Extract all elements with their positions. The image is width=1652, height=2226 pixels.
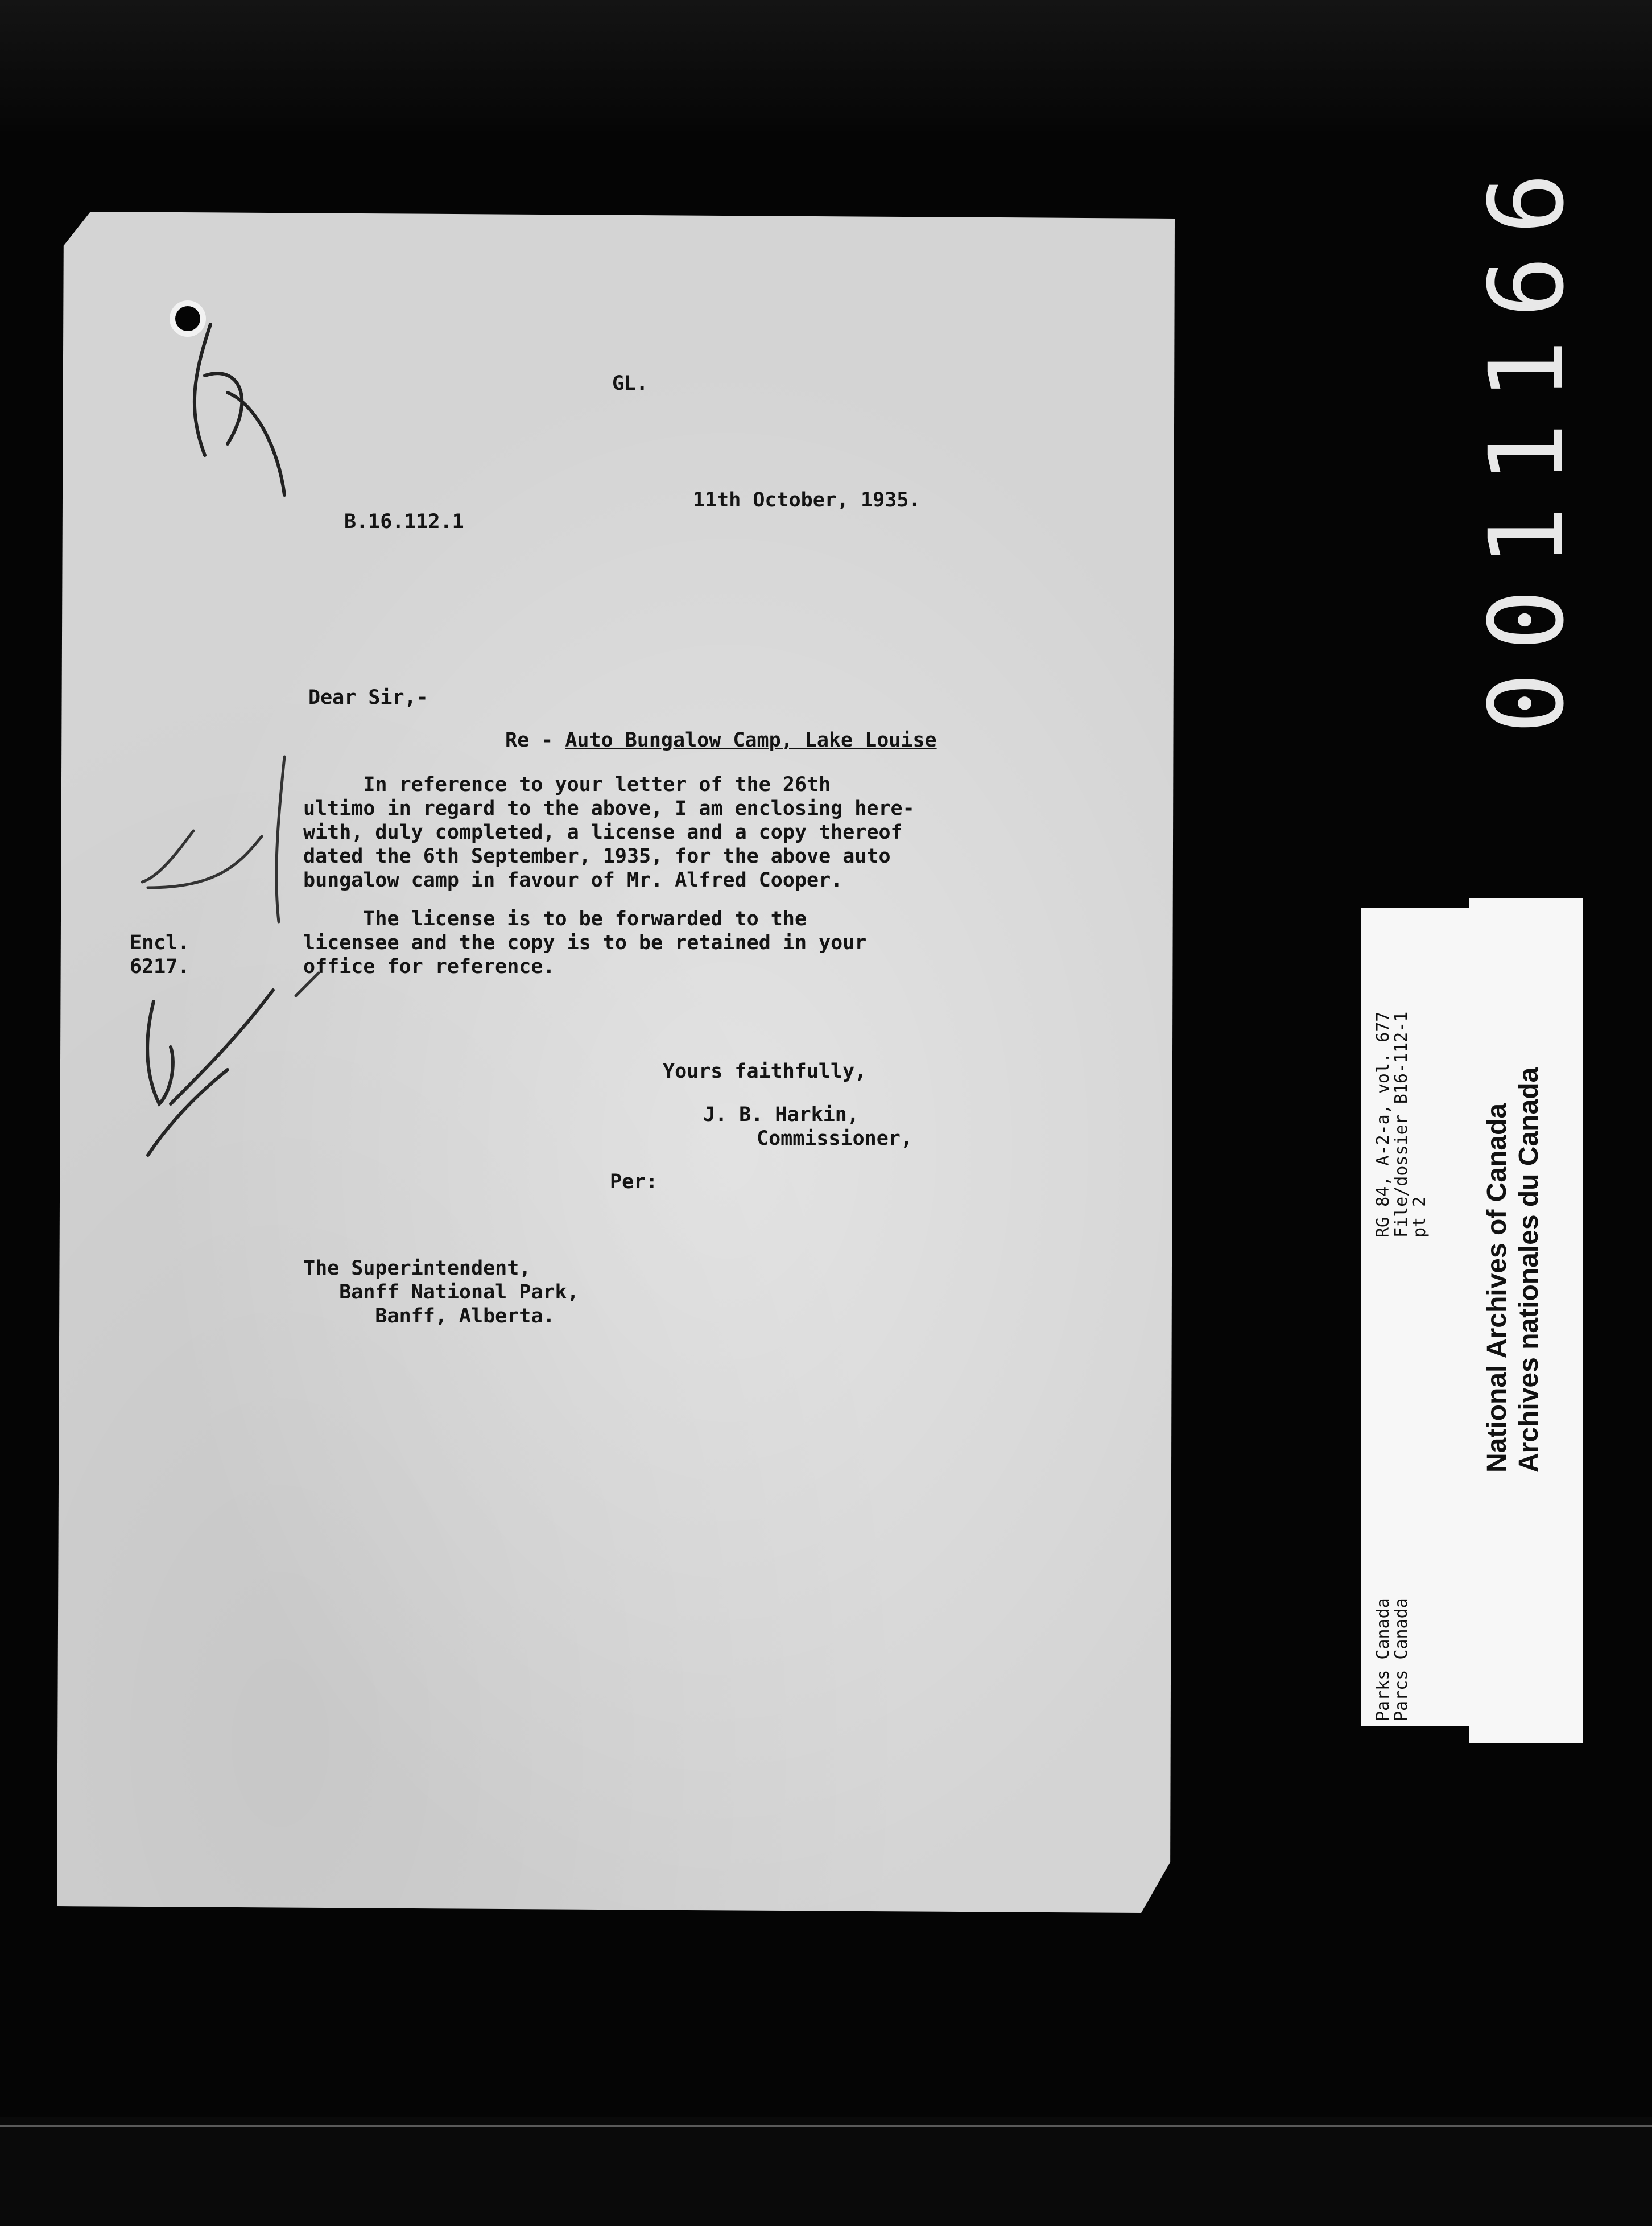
signatory-name: J. B. Harkin, <box>703 1103 859 1126</box>
body-line: ultimo in regard to the above, I am enclosing here- <box>303 797 915 820</box>
enclosure-label: Encl. <box>130 931 190 954</box>
archive-label-right-line2: Archives nationales du Canada <box>1514 1067 1544 1473</box>
subject-line <box>505 728 937 753</box>
salutation: Dear Sir,- <box>308 686 428 709</box>
archive-label-middle-line1: RG 84, A-2-a, vol. 677 <box>1373 1011 1393 1238</box>
body-line: licensee and the copy is to be retained in your <box>303 931 867 954</box>
signatory-title: Commissioner, <box>757 1127 912 1150</box>
body-line: bungalow camp in favour of Mr. Alfred Cooper. <box>303 869 843 892</box>
file-reference: B.16.112.1 <box>344 510 464 533</box>
handwritten-check-mark <box>137 979 284 1172</box>
handwritten-initials <box>171 307 302 512</box>
enclosure-number: 6217. <box>130 955 190 978</box>
body-line: with, duly completed, a license and a copy thereof <box>303 821 903 844</box>
frame-number: 0011166 <box>1468 151 1587 734</box>
letter-date: 11th October, 1935. <box>693 489 921 512</box>
addressee-line: Banff, Alberta. <box>303 1305 555 1328</box>
body-line: office for reference. <box>303 955 555 978</box>
file-code: GL. <box>612 372 649 395</box>
per-line: Per: <box>610 1170 658 1193</box>
film-bottom-band <box>0 2117 1652 2226</box>
subject-prefix: Re - <box>505 729 565 752</box>
archive-label-right <box>1469 898 1583 1743</box>
body-line: dated the 6th September, 1935, for the above auto <box>303 845 891 868</box>
archive-label-left-line2: Parcs Canada <box>1391 1598 1411 1721</box>
body-line: In reference to your letter of the 26th <box>303 773 831 796</box>
film-top-band <box>0 0 1652 131</box>
subject-title: Auto Bungalow Camp, Lake Louise <box>565 729 937 752</box>
addressee-line: The Superintendent, <box>303 1257 531 1280</box>
archive-label-middle-line3: pt 2 <box>1410 1196 1430 1238</box>
archive-label-middle-line2: File/dossier B16-112-1 <box>1391 1011 1411 1238</box>
addressee-line: Banff National Park, <box>303 1281 579 1304</box>
archive-label-left-line1: Parks Canada <box>1373 1598 1393 1721</box>
body-line: The license is to be forwarded to the <box>303 908 807 930</box>
archive-label-left <box>1361 908 1472 1726</box>
archive-label-right-line1: National Archives of Canada <box>1482 1103 1512 1473</box>
closing: Yours faithfully, <box>663 1060 867 1083</box>
film-edge-line <box>0 2125 1652 2127</box>
